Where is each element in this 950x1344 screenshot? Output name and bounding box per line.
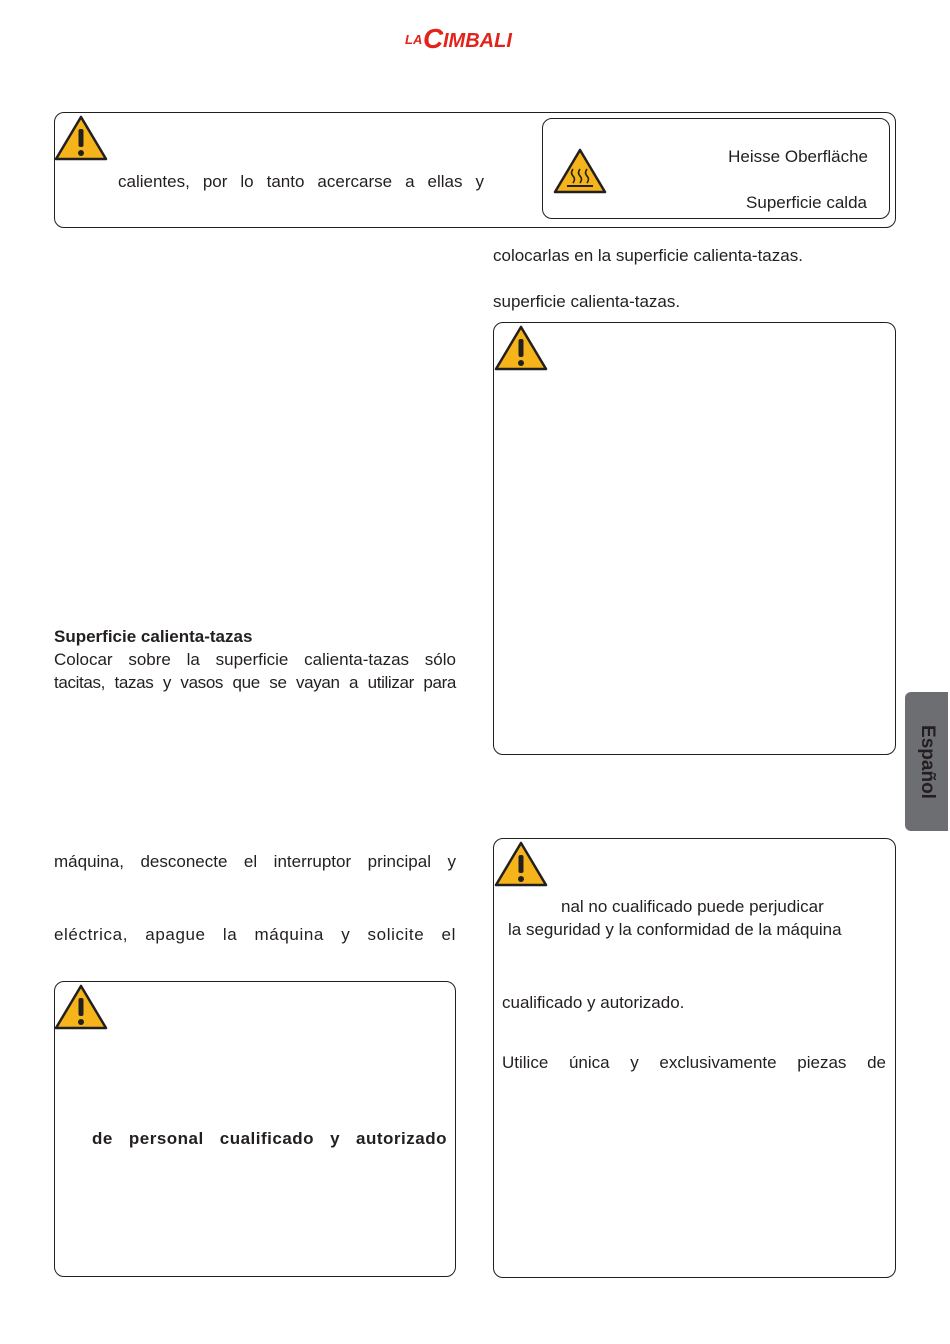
- hot-surface-label-de: Heisse Oberfläche: [728, 147, 868, 166]
- warning-triangle-icon: [494, 840, 548, 888]
- right-warning-line-4: Utilice única y exclusivamente piezas de: [502, 1053, 886, 1072]
- right-warning-box-1: [493, 322, 896, 755]
- left-text-line-1: máquina, desconecte el interruptor principal y: [54, 852, 456, 871]
- svg-text:C: C: [423, 23, 444, 54]
- right-warning-line-1: nal no cualificado puede perjudicar: [561, 897, 824, 916]
- warning-triangle-icon: [54, 983, 108, 1031]
- left-text-line-2: eléctrica, apague la máquina y solicite el: [54, 925, 456, 944]
- right-text-line-2: superficie calienta-tazas.: [493, 292, 681, 311]
- brand-logo: [405, 20, 545, 54]
- cup-warmer-heading: Superficie calienta-tazas: [54, 627, 253, 646]
- svg-text:LA: LA: [405, 32, 423, 47]
- language-tab-label: Español: [916, 724, 938, 799]
- cup-warmer-line-2: tacitas, tazas y vasos que se vayan a utilizar para: [54, 673, 456, 692]
- right-warning-line-2: la seguridad y la conformidad de la máquina: [508, 920, 842, 939]
- right-warning-line-3: cualificado y autorizado.: [502, 993, 685, 1012]
- language-tab[interactable]: [905, 692, 948, 831]
- hot-surface-icon: [552, 147, 608, 195]
- warning-triangle-icon: [54, 114, 108, 162]
- warning-triangle-icon: [494, 324, 548, 372]
- hot-surface-label-es: Superficie calda: [746, 193, 867, 212]
- right-text-line-1: colocarlas en la superficie calienta-tazas.: [493, 246, 803, 265]
- svg-text:IMBALI: IMBALI: [443, 30, 512, 52]
- top-warning-text: calientes, por lo tanto acercarse a ellas y: [118, 172, 484, 191]
- cup-warmer-line-1: Colocar sobre la superficie calienta-tazas sólo: [54, 650, 456, 669]
- left-warning-bold-line: de personal cualificado y autorizado: [92, 1129, 447, 1148]
